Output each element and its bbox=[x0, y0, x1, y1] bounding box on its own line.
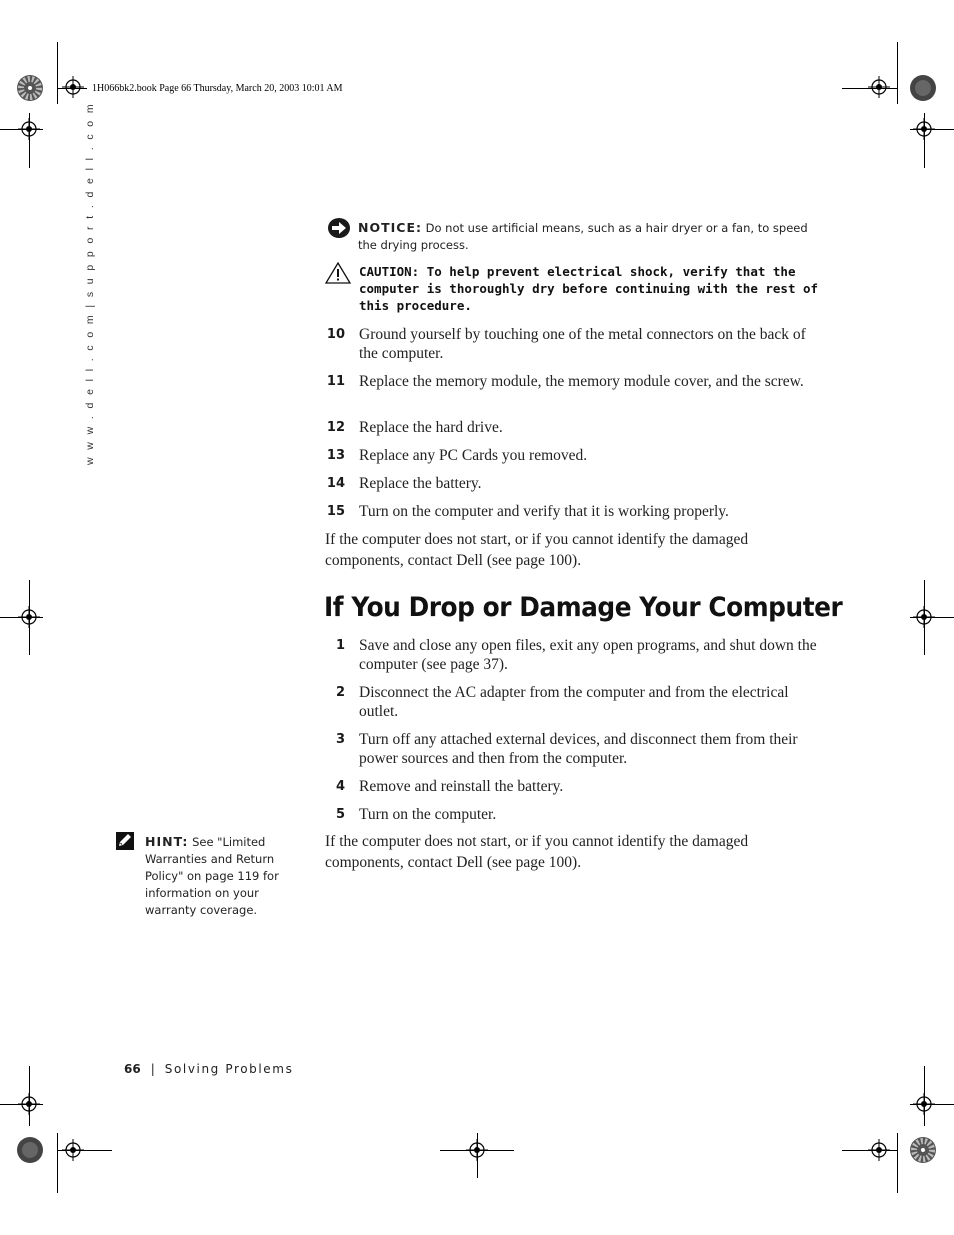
notice-block bbox=[358, 219, 813, 254]
step-number: 11 bbox=[326, 374, 345, 389]
list-item bbox=[325, 636, 820, 683]
side-url: w w w . d e l l . c o m | s u p p o r t . d e l l . c o m bbox=[84, 101, 96, 465]
paragraph-contact-dell: If the computer does not start, or if you cannot identify the damaged components, contact Dell (see page 100). bbox=[325, 833, 749, 871]
notice-label: NOTICE: bbox=[358, 220, 422, 235]
step-text: Replace the memory module, the memory module cover, and the screw. bbox=[359, 373, 804, 390]
rosette-mark-icon bbox=[16, 1136, 44, 1164]
list-item bbox=[325, 777, 820, 805]
list-item bbox=[325, 805, 820, 833]
steps-list-b bbox=[325, 636, 820, 833]
arrow-right-circle-icon bbox=[327, 217, 351, 239]
hint-block bbox=[145, 833, 295, 919]
list-item bbox=[325, 372, 820, 418]
footer-separator: | bbox=[150, 1062, 155, 1076]
step-text: Disconnect the AC adapter from the computer and from the electrical outlet. bbox=[359, 684, 789, 720]
step-text: Replace the battery. bbox=[359, 475, 482, 492]
step-text: Save and close any open files, exit any open programs, and shut down the computer (see page 37). bbox=[359, 637, 817, 673]
list-item bbox=[325, 325, 820, 372]
list-item bbox=[325, 730, 820, 777]
step-number: 10 bbox=[326, 327, 345, 342]
page-number: 66 bbox=[124, 1062, 141, 1076]
step-number: 4 bbox=[335, 779, 345, 794]
pencil-note-icon bbox=[115, 831, 135, 851]
registration-target-icon bbox=[913, 606, 935, 628]
crop-mark bbox=[57, 42, 58, 104]
step-text: Ground yourself by touching one of the metal connectors on the back of the computer. bbox=[359, 326, 806, 362]
registration-target-icon bbox=[868, 76, 890, 98]
crop-mark bbox=[897, 42, 898, 104]
registration-target-icon bbox=[18, 118, 40, 140]
step-text: Replace any PC Cards you removed. bbox=[359, 447, 588, 464]
notice-text: Do not use artificial means, such as a hair dryer or a fan, to speed the drying process. bbox=[358, 221, 808, 252]
paragraph-contact-dell: If the computer does not start, or if you cannot identify the damaged components, contact Dell (see page 100). bbox=[325, 531, 749, 569]
step-text: Remove and reinstall the battery. bbox=[359, 778, 564, 795]
rosette-mark-icon bbox=[909, 1136, 937, 1164]
step-number: 1 bbox=[335, 638, 345, 653]
crop-mark bbox=[897, 1133, 898, 1193]
steps-list-a bbox=[325, 325, 820, 530]
section-heading: If You Drop or Damage Your Computer bbox=[324, 592, 843, 623]
step-number: 5 bbox=[335, 807, 345, 822]
registration-target-icon bbox=[62, 1139, 84, 1161]
step-number: 14 bbox=[326, 476, 345, 491]
rosette-mark-icon bbox=[909, 74, 937, 102]
step-number: 13 bbox=[326, 448, 345, 463]
registration-target-icon bbox=[466, 1139, 488, 1161]
step-text: Turn on the computer and verify that it is working properly. bbox=[359, 503, 729, 520]
registration-target-icon bbox=[913, 1093, 935, 1115]
step-number: 2 bbox=[335, 685, 345, 700]
registration-target-icon bbox=[18, 606, 40, 628]
registration-target-icon bbox=[62, 76, 84, 98]
hint-label: HINT: bbox=[145, 834, 189, 849]
warning-triangle-icon bbox=[325, 262, 351, 284]
caution-text: CAUTION: To help prevent electrical shock, verify that the computer is thoroughly dry before continuing with the rest of this procedure. bbox=[359, 264, 819, 313]
registration-target-icon bbox=[913, 118, 935, 140]
crop-mark bbox=[57, 1133, 58, 1193]
list-item bbox=[325, 474, 820, 502]
section-title: Solving Problems bbox=[164, 1062, 294, 1076]
list-item bbox=[325, 446, 820, 474]
step-number: 3 bbox=[335, 732, 345, 747]
step-number: 15 bbox=[326, 504, 345, 519]
list-item bbox=[325, 418, 820, 446]
registration-target-icon bbox=[18, 1093, 40, 1115]
registration-target-icon bbox=[868, 1139, 890, 1161]
step-text: Turn on the computer. bbox=[359, 806, 497, 823]
rosette-mark-icon bbox=[16, 74, 44, 102]
step-text: Turn off any attached external devices, and disconnect them from their power sources and then from the computer. bbox=[359, 731, 798, 767]
page-footer bbox=[124, 1062, 293, 1076]
step-number: 12 bbox=[326, 420, 345, 435]
step-text: Replace the hard drive. bbox=[359, 419, 503, 436]
list-item bbox=[325, 502, 820, 530]
list-item bbox=[325, 683, 820, 730]
print-slug: 1H066bk2.book Page 66 Thursday, March 20, 2003 10:01 AM bbox=[92, 83, 343, 94]
hint-text: See "Limited Warranties and Return Policy" on page 119 for information on your warranty coverage. bbox=[145, 835, 279, 917]
